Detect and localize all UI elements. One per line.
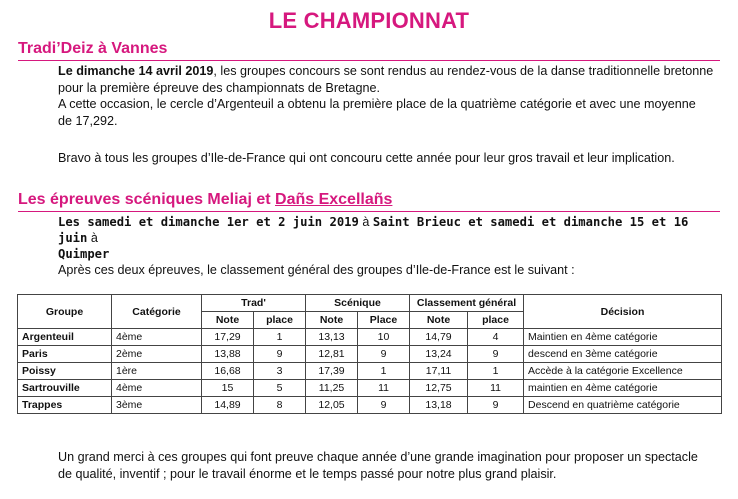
header-note: Note [306,312,358,329]
header-trad: Trad' [202,295,306,312]
section-divider [18,211,720,212]
cell-decision: maintien en 4ème catégorie [524,380,722,397]
table-header-row [18,295,722,312]
header-decision: Décision [524,295,722,329]
cell-trad-note: 16,68 [202,363,254,380]
cell-decision: descend en 3ème catégorie [524,346,722,363]
dates-text: à [87,231,98,245]
cell-gen-place: 4 [468,329,524,346]
paragraph-closing [58,449,720,482]
section-title-part: Les épreuves scéniques Meliaj et [18,191,276,208]
cell-gen-place: 9 [468,346,524,363]
event-date: Le dimanche 14 avril 2019 [58,64,214,78]
cell-gen-note: 13,24 [410,346,468,363]
cell-scen-place: 11 [358,380,410,397]
cell-trad-place: 5 [254,380,306,397]
cell-scen-place: 9 [358,397,410,414]
page-title: LE CHAMPIONNAT [268,8,470,33]
cell-groupe: Argenteuil [18,329,112,346]
text-line: , les groupes concours se sont rendus au rendez-vous de la danse traditionnelle bretonne [213,64,714,78]
cell-categorie: 3ème [112,397,202,414]
table-row [18,346,722,363]
section-title-tradideiz: Tradi’Deiz à Vannes [18,40,168,57]
header-place: Place [358,312,410,329]
cell-gen-note: 13,18 [410,397,468,414]
cell-scen-note: 12,05 [306,397,358,414]
cell-groupe: Trappes [18,397,112,414]
ranking-table [17,294,722,414]
cell-gen-note: 12,75 [410,380,468,397]
text-line: pour la première épreuve des championnats de Bretagne. [58,80,381,95]
cell-scen-place: 10 [358,329,410,346]
cell-decision: Descend en quatrième catégorie [524,397,722,414]
table-row [18,329,722,346]
section-title-link: Dañs Excellañs [275,191,393,208]
cell-gen-place: 1 [468,363,524,380]
text-line: A cette occasion, le cercle d’Argenteuil a obtenu la première place de la quatrième catégorie et avec une moyenne [58,97,696,111]
cell-categorie: 1ère [112,363,202,380]
cell-trad-place: 9 [254,346,306,363]
cell-trad-note: 13,88 [202,346,254,363]
cell-trad-place: 1 [254,329,306,346]
text-line: Un grand merci à ces groupes qui font preuve chaque année d’une grande imagination pour proposer un spectacle [58,450,698,464]
dates-text: Quimper [58,247,110,261]
cell-groupe: Paris [18,346,112,363]
cell-trad-place: 3 [254,363,306,380]
table-row [18,397,722,414]
header-note: Note [410,312,468,329]
cell-trad-note: 17,29 [202,329,254,346]
table-row [18,380,722,397]
header-classement: Classement général [410,295,524,312]
header-groupe: Groupe [18,295,112,329]
cell-decision: Accède à la catégorie Excellence [524,363,722,380]
dates-text: à [358,215,373,229]
cell-gen-note: 17,11 [410,363,468,380]
section-divider [18,60,720,61]
cell-categorie: 4ème [112,380,202,397]
cell-gen-place: 9 [468,397,524,414]
dates-text: Saint Brieuc et samedi et dimanche 15 et 16 juin [58,215,689,245]
cell-gen-place: 11 [468,380,524,397]
cell-trad-place: 8 [254,397,306,414]
section-title-epreuves [18,191,392,209]
cell-trad-note: 15 [202,380,254,397]
header-place: place [468,312,524,329]
cell-decision: Maintien en 4ème catégorie [524,329,722,346]
header-categorie: Catégorie [112,295,202,329]
cell-trad-note: 14,89 [202,397,254,414]
cell-groupe: Sartrouville [18,380,112,397]
header-note: Note [202,312,254,329]
cell-categorie: 2ème [112,346,202,363]
paragraph-intro [58,63,720,129]
cell-scen-note: 17,39 [306,363,358,380]
cell-scen-note: 13,13 [306,329,358,346]
header-place: place [254,312,306,329]
header-scenique: Scénique [306,295,410,312]
paragraph-classement-intro: Après ces deux épreuves, le classement général des groupes d’Ile-de-France est le suivant : [58,263,575,277]
cell-gen-note: 14,79 [410,329,468,346]
cell-scen-note: 11,25 [306,380,358,397]
cell-scen-note: 12,81 [306,346,358,363]
paragraph-dates [58,214,720,262]
cell-groupe: Poissy [18,363,112,380]
cell-scen-place: 1 [358,363,410,380]
table-row [18,363,722,380]
cell-scen-place: 9 [358,346,410,363]
text-line: de qualité, inventif ; pour le travail énorme et le temps passé pour notre plus grand plaisir. [58,466,557,481]
cell-categorie: 4ème [112,329,202,346]
dates-text: Les samedi et dimanche 1er et 2 juin 2019 [58,215,359,229]
text-line: de 17,292. [58,113,118,128]
paragraph-bravo: Bravo à tous les groupes d’Ile-de-France qui ont concouru cette année pour leur gros travail et leur implication. [58,151,675,165]
